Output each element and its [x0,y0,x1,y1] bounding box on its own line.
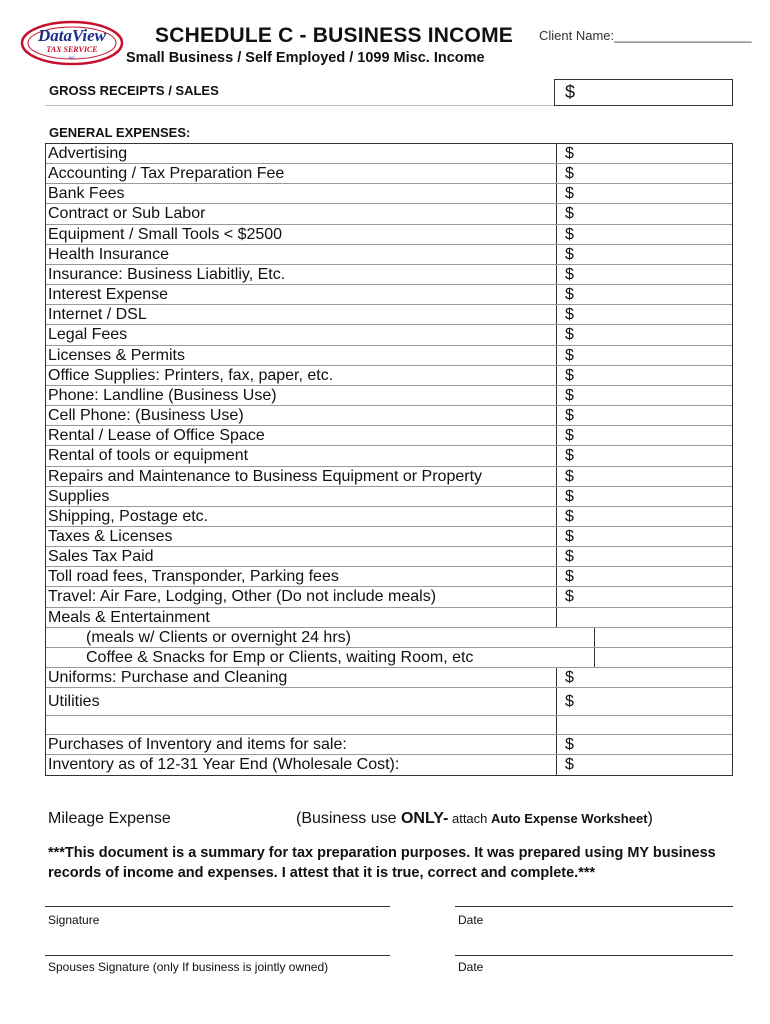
expense-label: Rental / Lease of Office Space [48,427,265,445]
expense-amount-field[interactable]: $ [556,547,732,566]
expense-row [46,245,732,265]
expense-row [46,386,732,406]
expense-label: Licenses & Permits [48,346,185,364]
expense-amount-field[interactable]: $ [556,446,732,465]
dataview-logo [20,20,124,66]
expense-row [46,688,732,716]
expense-label: Meals & Entertainment [48,608,210,626]
expense-amount-field[interactable]: $ [556,567,732,586]
expense-label: Phone: Landline (Business Use) [48,386,277,404]
attestation-statement: ***This document is a summary for tax preparation purposes. It was prepared using MY business records of income and expenses. I attest that it is true, correct and complete.*** [48,845,716,881]
logo-mark: INC [68,55,76,60]
expense-row [46,285,732,305]
expense-label: Sales Tax Paid [48,548,154,566]
gross-receipts-rule [45,105,554,106]
gross-receipts-label: GROSS RECEIPTS / SALES [49,83,219,98]
expense-amount-field[interactable]: $ [556,587,732,606]
expense-label: Equipment / Small Tools < $2500 [48,225,283,243]
expense-amount-field[interactable]: $ [556,245,732,264]
expense-amount-field[interactable] [556,716,732,734]
expense-label: Interest Expense [48,286,169,304]
expense-row [46,527,732,547]
expense-row [46,305,732,325]
expense-row [46,144,732,164]
expense-row [46,716,732,735]
expense-amount-field[interactable]: $ [556,225,732,244]
expense-row [46,567,732,587]
mileage-expense-label: Mileage Expense [48,810,171,827]
expense-label: Internet / DSL [48,306,147,324]
expense-amount-field[interactable]: $ [556,467,732,486]
date-line[interactable] [455,906,733,907]
expense-amount-field[interactable]: $ [556,527,732,546]
expense-amount-field[interactable]: $ [556,426,732,445]
expense-amount-field[interactable] [556,608,732,627]
expense-row [46,446,732,466]
expense-label: Cell Phone: (Business Use) [48,407,244,425]
expense-amount-field[interactable]: $ [556,688,732,715]
expense-amount-field[interactable]: $ [556,668,732,687]
expense-label [46,716,556,735]
expense-label: Taxes & Licenses [48,527,173,545]
spouse-signature-label: Spouses Signature (only If business is jointly owned) [48,960,329,974]
page-title: SCHEDULE C - BUSINESS INCOME [155,24,513,47]
expense-row [46,225,732,245]
expense-label: Purchases of Inventory and items for sale: [48,736,347,754]
expense-row [46,346,732,366]
expense-label: Insurance: Business Liabitliy, Etc. [48,265,286,283]
signature-line[interactable] [45,906,390,907]
expense-amount-field[interactable]: $ [556,386,732,405]
expense-amount-field[interactable]: $ [556,305,732,324]
expense-amount-field[interactable]: $ [556,285,732,304]
expense-label: (meals w/ Clients or overnight 24 hrs) [86,628,351,646]
logo-text: DataView [37,26,107,45]
mileage-note-attach: attach [448,811,491,826]
expense-row [46,668,732,688]
expense-amount-field[interactable]: $ [556,164,732,183]
expense-row [46,507,732,527]
expense-label: Repairs and Maintenance to Business Equipment or Property [48,467,483,485]
expense-label: Supplies [48,487,110,505]
expense-label: Contract or Sub Labor [48,205,206,223]
expense-row [46,547,732,567]
expense-row [46,184,732,204]
expense-amount-field[interactable]: $ [556,755,732,774]
expenses-table [45,143,733,776]
mileage-note-only: ONLY- [400,810,449,827]
expense-label: Shipping, Postage etc. [48,507,209,525]
expense-label: Toll road fees, Transponder, Parking fees [48,568,339,586]
expense-row [46,204,732,224]
date-label: Date [458,913,484,927]
expense-row [46,426,732,446]
expense-label: Inventory as of 12-31 Year End (Wholesale Cost): [48,756,400,774]
expense-amount-field[interactable]: $ [556,507,732,526]
expense-row [46,587,732,607]
general-expenses-heading: GENERAL EXPENSES: [49,125,191,140]
expense-row [46,608,732,628]
expense-amount-field[interactable] [594,628,732,647]
expense-row [46,735,732,755]
mileage-note-suffix: ) [647,810,653,827]
expense-row [46,366,732,386]
expense-row [46,487,732,507]
expense-row [46,265,732,285]
expense-label: Legal Fees [48,326,128,344]
spouse-date-label: Date [458,960,484,974]
expense-amount-field[interactable]: $ [556,325,732,344]
expense-row [46,325,732,345]
expense-label: Rental of tools or equipment [48,447,249,465]
expense-amount-field[interactable]: $ [556,265,732,284]
expense-label: Utilities [48,693,100,711]
expense-row [46,467,732,487]
expense-amount-field[interactable]: $ [556,406,732,425]
expense-amount-field[interactable]: $ [556,144,732,163]
expense-row [46,406,732,426]
client-name-field[interactable]: Client Name:___________________ [539,28,752,43]
expense-label: Travel: Air Fare, Lodging, Other (Do not include meals) [48,588,437,606]
logo-subtext: TAX SERVICE [46,45,98,54]
expense-amount-field[interactable]: $ [556,204,732,223]
expense-row [46,628,732,648]
expense-label: Bank Fees [48,185,125,203]
mileage-note [296,810,653,828]
mileage-note-prefix: (Business use [296,810,401,827]
expense-amount-field[interactable] [594,648,732,667]
mileage-note-worksheet: Auto Expense Worksheet [491,811,648,826]
expense-label: Health Insurance [48,245,169,263]
expense-row [46,164,732,184]
expense-amount-field[interactable]: $ [556,366,732,385]
expense-label: Uniforms: Purchase and Cleaning [48,669,288,687]
expense-amount-field[interactable]: $ [556,487,732,506]
expense-label: Office Supplies: Printers, fax, paper, etc. [48,366,334,384]
expense-label: Accounting / Tax Preparation Fee [48,165,285,183]
gross-receipts-amount-field[interactable]: $ [554,79,733,106]
expense-label: Advertising [48,145,128,162]
spouse-signature-line[interactable] [45,955,390,956]
signature-label: Signature [48,913,100,927]
page-subtitle: Small Business / Self Employed / 1099 Misc. Income [126,50,485,66]
expense-label: Coffee & Snacks for Emp or Clients, waiting Room, etc [86,648,474,666]
expense-amount-field[interactable]: $ [556,184,732,203]
expense-amount-field[interactable]: $ [556,346,732,365]
spouse-date-line[interactable] [455,955,733,956]
expense-amount-field[interactable]: $ [556,735,732,754]
expense-row [46,648,732,668]
expense-row [46,755,732,775]
